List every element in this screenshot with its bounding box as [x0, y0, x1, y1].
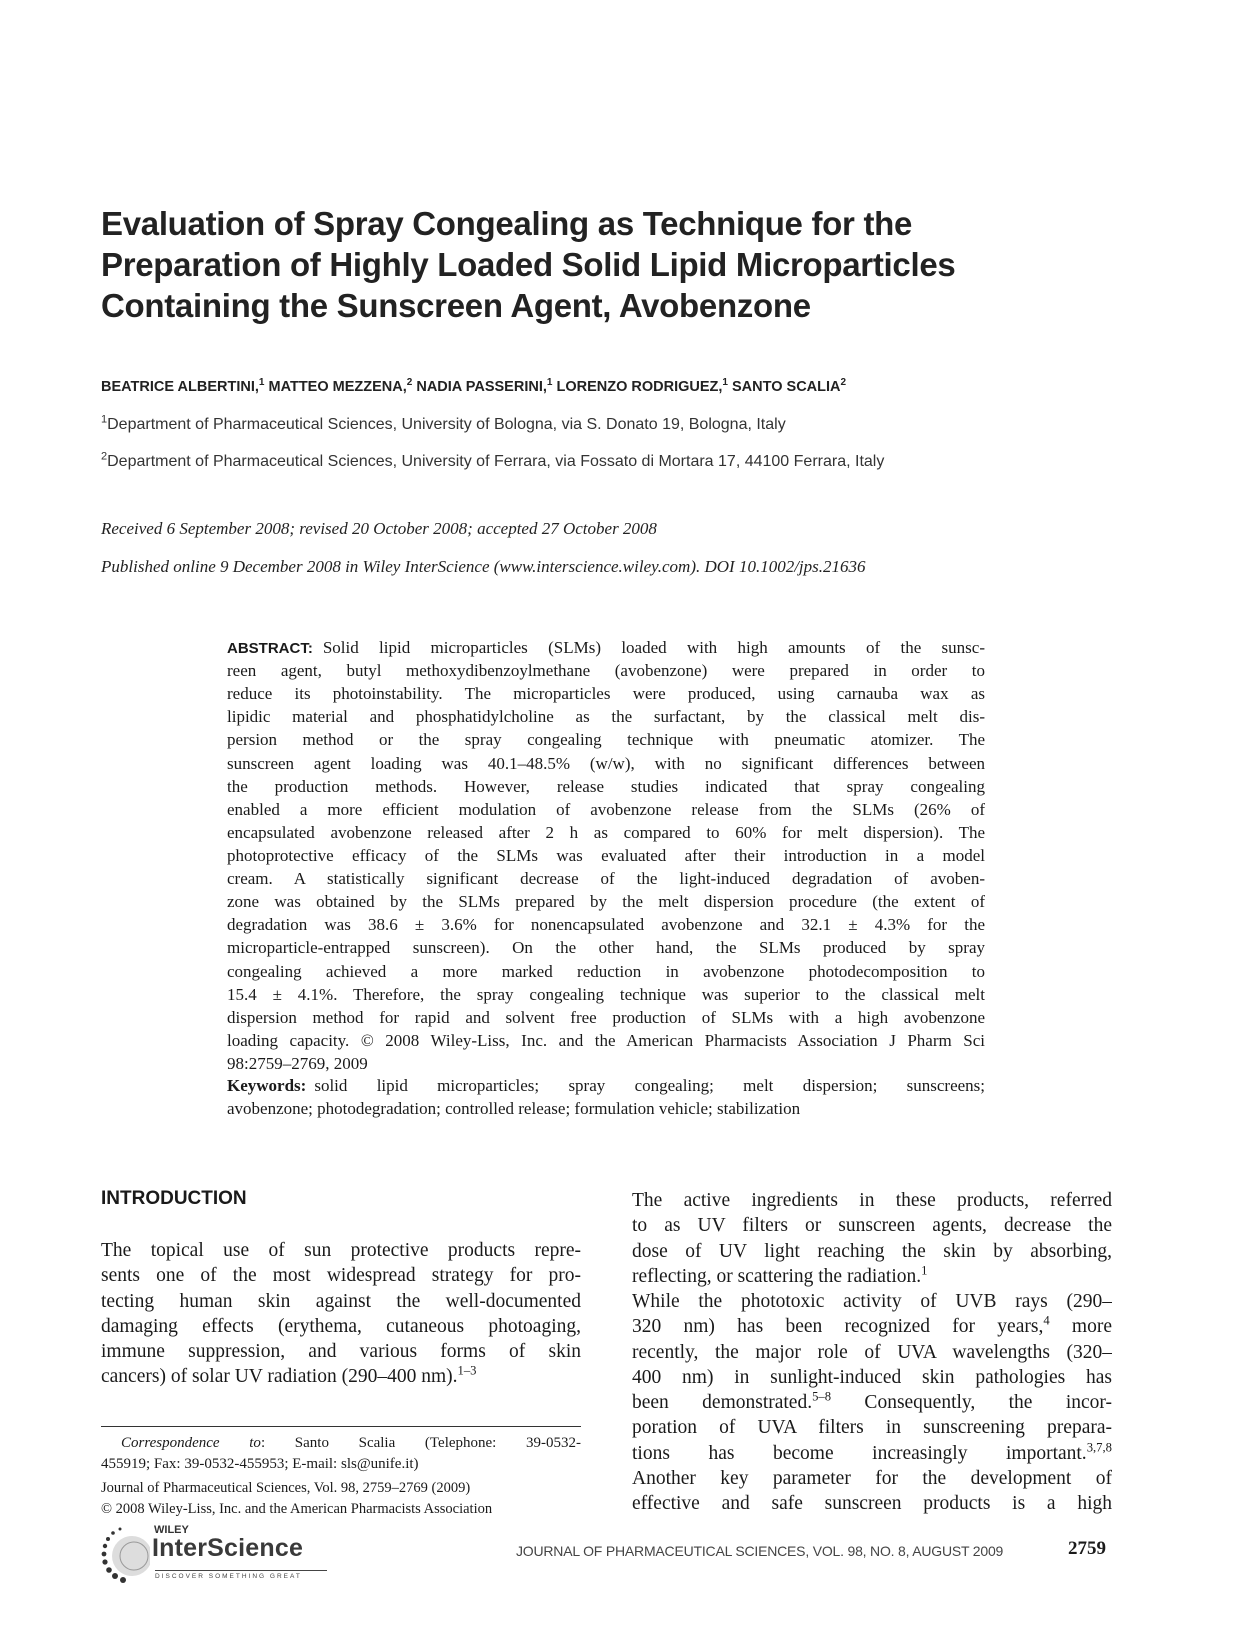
- text-line: tecting human skin against the well-documented: [101, 1290, 581, 1312]
- text-line: cream. A statistically significant decrease of the light-induced degradation of avoben-: [227, 869, 985, 889]
- text-line: avobenzone; photodegradation; controlled release; formulation vehicle; stabilization: [227, 1099, 801, 1119]
- logo-name: InterScience: [152, 1534, 304, 1562]
- text-line: While the phototoxic activity of UVB rays (290–: [632, 1291, 1112, 1312]
- text-line: The topical use of sun protective products repre-: [101, 1240, 581, 1261]
- text-line: dose of UV light reaching the skin by absorbing,: [632, 1240, 1112, 1262]
- section-label: ABSTRACT:: [227, 640, 313, 657]
- author: [556, 379, 728, 395]
- text-line: 15.4 ± 4.1%. Therefore, the spray congealing technique was superior to the classical melt: [227, 984, 985, 1004]
- text-line: persion method or the spray congealing technique with pneumatic atomizer. The: [227, 730, 985, 750]
- logo-tagline: DISCOVER SOMETHING GREAT: [155, 1570, 327, 1580]
- author-name: MATTEO MEZZENA,: [268, 379, 407, 395]
- text-line: degradation was 38.6 ± 3.6% for nonencapsulated avobenzone and 32.1 ± 4.3% for the: [227, 915, 985, 935]
- text-line: the production methods. However, release studies indicated that spray congealing: [227, 776, 985, 796]
- text-line: Keywords: solid lipid microparticles; spray congealing; melt dispersion; sunscreens;: [227, 1076, 985, 1095]
- text-line: Another key parameter for the development of: [632, 1468, 1112, 1490]
- affiliation-mark: 1: [258, 377, 265, 389]
- text-line: to as UV filters or sunscreen agents, decrease the: [632, 1215, 1112, 1237]
- citation-ref: 3,7,8: [1086, 1440, 1112, 1455]
- text-line: cancers) of solar UV radiation (290–400 nm).$^{1-3}$: [101, 1364, 477, 1388]
- text-line: sents one of the most widespread strategy for pro-: [101, 1265, 581, 1287]
- affiliation: [101, 413, 786, 434]
- wiley-interscience-logo: [100, 1524, 340, 1584]
- text-line: The active ingredients in these products, referred: [632, 1190, 1112, 1211]
- intro-left-paragraph: [101, 1238, 581, 1390]
- affiliation-text: Department of Pharmaceutical Sciences, University of Bologna, via S. Donato 19, Bologna, Italy: [107, 416, 786, 433]
- text-line: been demonstrated.$^{5-8}$ Consequently, the incor-: [632, 1390, 1112, 1414]
- text-line: ABSTRACT: Solid lipid microparticles (SLMs) loaded with high amounts of the sunsc-: [227, 638, 985, 657]
- text-line: encapsulated avobenzone released after 2 h as compared to 60% for melt dispersion). The: [227, 822, 985, 842]
- author: [268, 379, 412, 395]
- text-line: 98:2759–2769, 2009: [227, 1053, 368, 1073]
- text-line: microparticle-entrapped sunscreen). On the other hand, the SLMs produced by spray: [227, 938, 985, 958]
- logo-brand: WILEY: [154, 1524, 189, 1536]
- text-line: dispersion method for rapid and solvent free production of SLMs with a high avobenzone: [227, 1007, 985, 1027]
- text-line: congealing achieved a more marked reduction in avobenzone photodecomposition to: [227, 961, 985, 981]
- author: [416, 379, 552, 395]
- author-name: BEATRICE ALBERTINI,: [101, 379, 259, 395]
- affiliation: [101, 450, 885, 471]
- journal-citation: Journal of Pharmaceutical Sciences, Vol. 98, 2759–2769 (2009): [101, 1480, 471, 1496]
- text-line: loading capacity. © 2008 Wiley-Liss, Inc. and the American Pharmacists Association J Pharm Sci: [227, 1030, 985, 1050]
- text-line: 320 nm) has been recognized for years,$^4$ more: [632, 1314, 1112, 1338]
- text-line: damaging effects (erythema, cutaneous photoaging,: [101, 1315, 581, 1337]
- author-name: LORENZO RODRIGUEZ,: [556, 379, 723, 395]
- copyright-notice: © 2008 Wiley-Liss, Inc. and the American Pharmacists Association: [101, 1501, 493, 1517]
- publication-info: Published online 9 December 2008 in Wiley InterScience (www.interscience.wiley.com). DOI 10.1002/jps.21636: [101, 557, 866, 576]
- affiliation-mark: 2: [101, 450, 108, 463]
- author: [101, 379, 264, 395]
- text-line: zone was obtained by the SLMs prepared by the melt dispersion procedure (the extent of: [227, 892, 985, 912]
- text-line: sunscreen agent loading was 40.1–48.5% (w/w), with no significant differences between: [227, 753, 985, 773]
- page-number: 2759: [1068, 1538, 1106, 1559]
- text-line: 400 nm) in sunlight-induced skin pathologies has: [632, 1366, 1112, 1388]
- correspondence-label: Correspondence to: [121, 1435, 261, 1451]
- affiliation-text: Department of Pharmaceutical Sciences, University of Ferrara, via Fossato di Mortara 17, 44100 Ferrara, Italy: [107, 453, 885, 470]
- article-title: [101, 203, 955, 326]
- intro-right-paragraph: [632, 1188, 1112, 1289]
- author-name: SANTO SCALIA: [732, 379, 841, 395]
- text-line: reen agent, butyl methoxydibenzoylmethane (avobenzone) were prepared in order to: [227, 661, 985, 681]
- title-line: Evaluation of Spray Congealing as Technique for the: [101, 205, 913, 242]
- text-line: 455919; Fax: 39-0532-455953; E-mail: sls@unife.it): [101, 1456, 419, 1472]
- intro-right-paragraph: [632, 1289, 1112, 1517]
- text-line: reduce its photoinstability. The microparticles were produced, using carnauba wax as: [227, 684, 985, 704]
- text-line: enabled a more efficient modulation of avobenzone release from the SLMs (26% of: [227, 799, 985, 819]
- affiliation-mark: 1: [546, 377, 553, 389]
- text-line: poration of UVA filters in sunscreening prepara-: [632, 1417, 1112, 1439]
- text-line: tions has become increasingly important.$^{3,7,8}$: [632, 1440, 1112, 1464]
- text: : Santo Scalia (Telephone: 39-0532-: [260, 1435, 581, 1451]
- abstract: [227, 636, 985, 1075]
- text-line: lipidic material and phosphatidylcholine as the surfactant, by the classical melt dis-: [227, 707, 985, 727]
- citation-ref: 1: [921, 1263, 928, 1278]
- affiliation-mark: 2: [840, 377, 847, 389]
- citation-ref: 5–8: [812, 1390, 832, 1404]
- section-label: Keywords:: [227, 1076, 307, 1095]
- author-name: NADIA PASSERINI,: [416, 379, 547, 395]
- affiliation-mark: 1: [722, 377, 728, 389]
- text-line: photoprotective efficacy of the SLMs was evaluated after their introduction in a model: [227, 845, 985, 865]
- text-line: recently, the major role of UVA wavelengths (320–: [632, 1341, 1112, 1363]
- author: [732, 379, 846, 395]
- title-line: Preparation of Highly Loaded Solid Lipid Microparticles: [101, 246, 956, 283]
- affiliation-mark: 2: [406, 377, 413, 389]
- author-list: [101, 379, 846, 395]
- globe-dots-icon: [100, 1524, 150, 1584]
- text-line: immune suppression, and various forms of skin: [101, 1341, 581, 1363]
- footnote-divider: [101, 1426, 581, 1427]
- received-dates: Received 6 September 2008; revised 20 October 2008; accepted 27 October 2008: [101, 519, 657, 538]
- section-heading-introduction: INTRODUCTION: [101, 1188, 247, 1209]
- keywords: [227, 1075, 985, 1121]
- text-line: [101, 1433, 581, 1454]
- running-footer: JOURNAL OF PHARMACEUTICAL SCIENCES, VOL. 98, NO. 8, AUGUST 2009: [516, 1543, 1004, 1559]
- text-line: reflecting, or scattering the radiation.$^1$: [632, 1263, 928, 1287]
- citation-ref: 1–3: [457, 1364, 477, 1378]
- citation-ref: 4: [1043, 1314, 1050, 1328]
- text-line: effective and safe sunscreen products is a high: [632, 1493, 1112, 1515]
- affiliation-mark: 1: [101, 413, 108, 426]
- correspondence-footnote: [101, 1433, 581, 1475]
- title-line: Containing the Sunscreen Agent, Avobenzone: [101, 287, 811, 324]
